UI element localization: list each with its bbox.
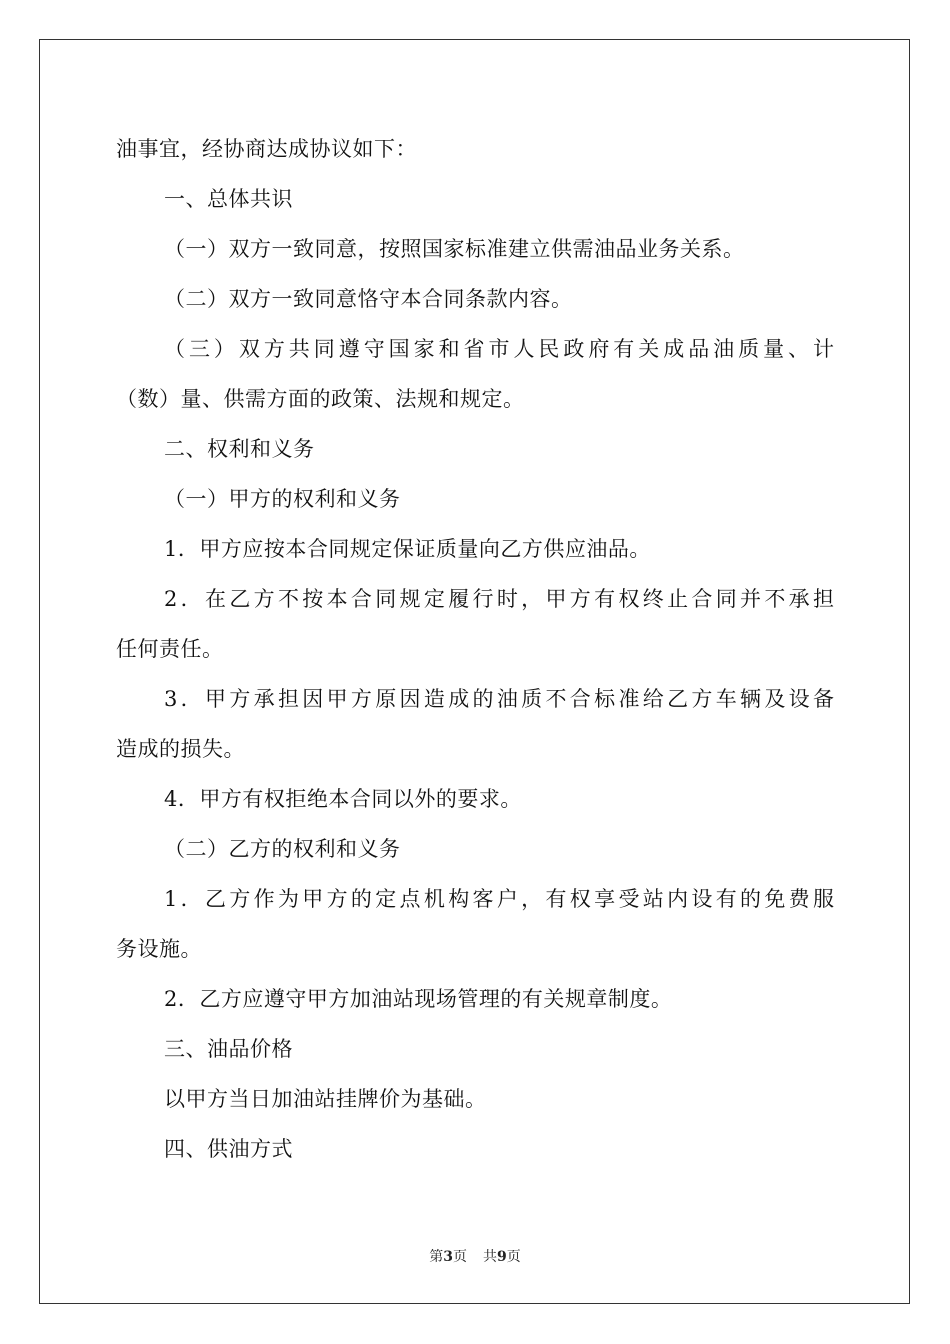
page-border (39, 39, 910, 1304)
total-suffix: 页 (506, 1249, 521, 1265)
section-heading: 三、油品价格 (164, 1037, 293, 1061)
section-heading: 一、总体共识 (164, 187, 293, 211)
page-suffix: 页 (453, 1249, 467, 1265)
section-heading: 四、供油方式 (164, 1137, 293, 1161)
text-line: 造成的损失。 (116, 737, 245, 761)
text-line: （数）量、供需方面的政策、法规和规定。 (116, 387, 525, 411)
text-line: （一）双方一致同意，按照国家标准建立供需油品业务关系。 (164, 237, 745, 261)
text-line: 2．在乙方不按本合同规定履行时，甲方有权终止合同并不承担 (164, 587, 834, 611)
text-line: （三）双方共同遵守国家和省市人民政府有关成品油质量、计 (164, 337, 834, 361)
text-line: 1．乙方作为甲方的定点机构客户，有权享受站内设有的免费服 (164, 887, 834, 911)
text-line: 2．乙方应遵守甲方加油站现场管理的有关规章制度。 (164, 987, 673, 1011)
text-line: 以甲方当日加油站挂牌价为基础。 (164, 1087, 487, 1111)
text-line: 3．甲方承担因甲方原因造成的油质不合标准给乙方车辆及设备 (164, 687, 834, 711)
text-line: 4．甲方有权拒绝本合同以外的要求。 (164, 787, 522, 811)
subsection-heading: （一）甲方的权利和义务 (164, 487, 401, 511)
page-total: 9 (497, 1249, 507, 1265)
subsection-heading: （二）乙方的权利和义务 (164, 837, 401, 861)
page-current: 3 (443, 1249, 453, 1265)
page-prefix: 第 (429, 1249, 444, 1265)
text-line: 油事宜，经协商达成协议如下： (116, 137, 417, 161)
text-line: 1．甲方应按本合同规定保证质量向乙方供应油品。 (164, 537, 651, 561)
text-line: 务设施。 (116, 937, 202, 961)
section-heading: 二、权利和义务 (164, 437, 315, 461)
text-line: （二）双方一致同意恪守本合同条款内容。 (164, 287, 573, 311)
total-prefix: 共 (483, 1249, 497, 1265)
text-line: 任何责任。 (116, 637, 224, 661)
page-footer (0, 1247, 950, 1267)
